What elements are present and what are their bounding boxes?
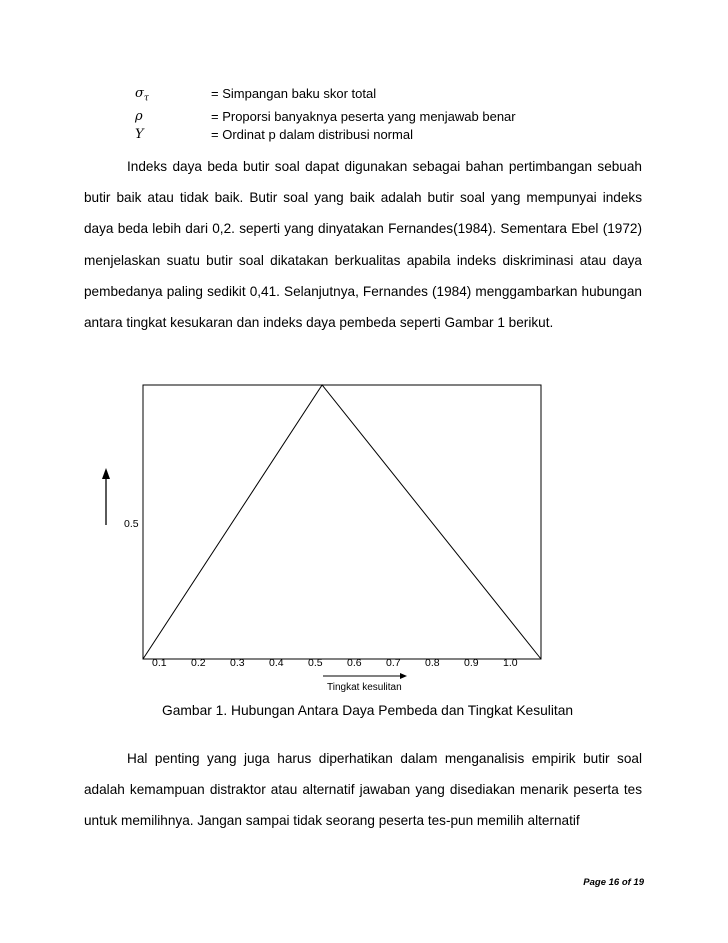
definition-symbol [135, 108, 211, 126]
x-tick-label: 0.5 [308, 657, 323, 669]
definition-row [135, 85, 516, 108]
x-tick-label: 0.8 [425, 657, 440, 669]
paragraph-text: Indeks daya beda butir soal dapat digunakan sebagai bahan pertimbangan sebuah butir baik atau tidak baik. Butir soal yang baik adalah butir soal yang mempunyai indeks daya beda lebih dari 0,2. seperti yang dinyatakan Fernandes(1984). Sementara Ebel (1972) menjelaskan suatu butir soal dikatakan berkualitas apabila indeks diskriminasi atau daya pembedanya paling sedikit 0,41. Selanjutnya, Fernandes (1984) menggambarkan hubungan antara tingkat kesukaran dan indeks daya pembeda seperti Gambar 1 berikut. [84, 159, 642, 331]
x-tick-labels [152, 657, 518, 669]
x-axis-title: Tingkat kesulitan [327, 682, 402, 693]
definition-row [135, 108, 516, 126]
symbol-subscript: τ [143, 93, 149, 104]
symbol-rho: ρ [135, 109, 143, 125]
x-tick-label: 0.1 [152, 657, 167, 669]
definition-row [135, 126, 516, 144]
definition-text: = Proporsi banyaknya peserta yang menjawab benar [211, 109, 516, 125]
paragraph-distractor [84, 743, 642, 837]
page-number: Page 16 of 19 [583, 877, 644, 888]
symbol-definitions [135, 85, 516, 143]
paragraph-discrimination-index [84, 151, 642, 338]
x-tick-label: 0.7 [386, 657, 401, 669]
symbol-sigma: σ [135, 86, 144, 101]
paragraph-text: Hal penting yang juga harus diperhatikan dalam menganalisis empirik butir soal adalah kemampuan distraktor atau alternatif jawaban yang disediakan menarik peserta tes untuk memilihnya. Jangan sampai tidak seorang peserta tes-pun memilih alternatif [84, 751, 642, 829]
difficulty-discrimination-line [143, 385, 541, 659]
definition-symbol [135, 126, 211, 144]
x-tick-label: 0.3 [230, 657, 245, 669]
y-axis-arrow-icon [102, 468, 110, 479]
x-tick-label: 0.4 [269, 657, 284, 669]
plot-frame [143, 385, 541, 659]
x-tick-label: 0.2 [191, 657, 206, 669]
y-tick-label: 0.5 [124, 518, 139, 530]
x-tick-label: 0.9 [464, 657, 479, 669]
symbol-y: Y [135, 126, 144, 142]
x-tick-label: 0.6 [347, 657, 362, 669]
definition-text: = Ordinat p dalam distribusi normal [211, 126, 413, 142]
definition-symbol [135, 85, 211, 108]
x-tick-label: 1.0 [503, 657, 518, 669]
x-axis-arrow-icon [400, 673, 407, 679]
figure-caption: Gambar 1. Hubungan Antara Daya Pembeda dan Tingkat Kesulitan [162, 703, 574, 718]
definition-text: = Simpangan baku skor total [211, 86, 377, 101]
